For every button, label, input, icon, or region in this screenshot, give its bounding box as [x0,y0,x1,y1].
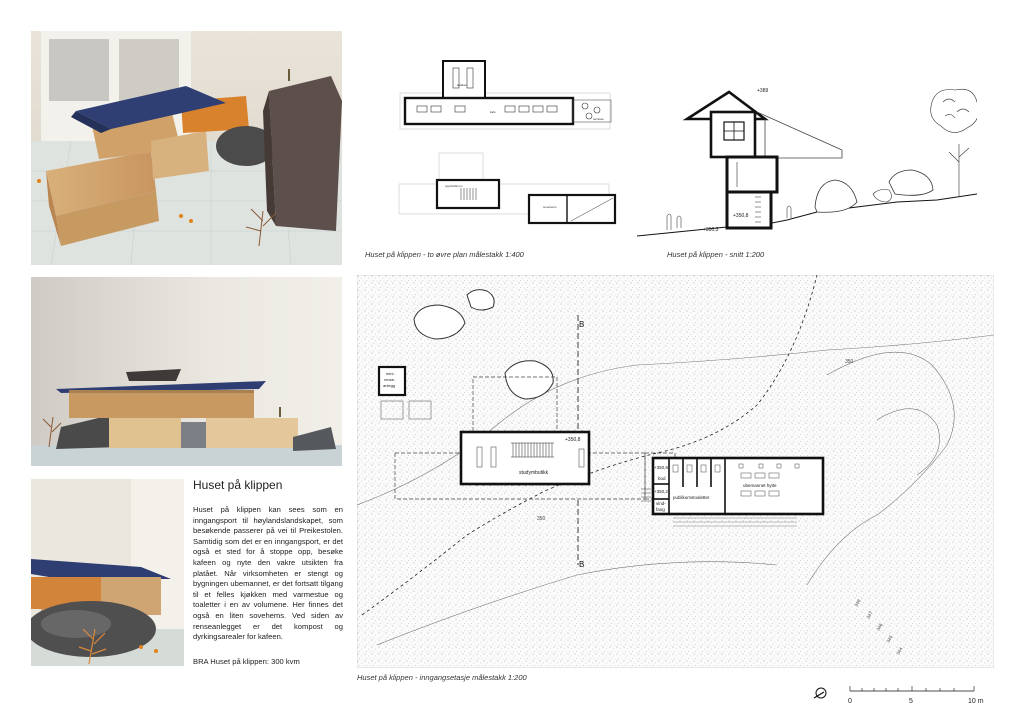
contour-num-2: 347 [865,610,874,620]
caption-section: Huset på klippen - snitt 1:200 [667,250,765,259]
label-terrace: terrasse [593,117,604,121]
label-studymbutikk: studymbutikk [519,470,549,476]
label-hut: ubemannet hytte [743,483,777,488]
level-base: +350,3 [703,227,719,233]
scale-bar [848,684,978,698]
contour-num-1: 348 [853,598,862,608]
model-photo-closeup [31,479,184,666]
contour-num-3: 346 [875,622,884,632]
caption-site-plan: Huset på klippen - inngangsetasje målestakk 1:200 [357,673,527,682]
label-mini-3: anlegg [383,383,396,388]
upper-plans-drawing [395,58,625,236]
level-main: +350,8 [565,437,581,443]
project-description: Huset på klippen kan sees som en inngangsport til høylandslandskapet, som besøkende passerer på vei til Preikestolen. Samtidig som det er en inngangsport, er det også et sted for å stoppe opp, besøke kafeen og nyte den vakre utsikten fra platået. Når virksomheten er stengt og bygningen ubemannet, er det fortsatt tilgang til et felles kjøkken med varmestue og toaletter i en av volumene. Her finnes det også en liten sovehems. Ved siden av renseanlegget er det kompost og dyrkingsarealer for kafeen. [193,505,343,642]
north-arrow-icon [811,683,831,703]
label-toilets: publikumstoaletter [673,495,710,500]
level-east: +350,8 [654,465,668,470]
level-top: +389 [757,88,769,94]
scale-tick-10: 10 m [968,698,984,705]
label-mini-2: rense- [384,377,396,382]
label-sleep: sovehems [543,205,557,209]
model-photo-elevation [31,277,342,466]
section-drawing [637,82,977,240]
contour-num-5: 344 [895,646,904,656]
contour-350-label-2: 350 [537,516,546,522]
level-east-lower: +350,2 [654,489,668,494]
label-cafe: kafe [490,110,496,114]
caption-upper-plans: Huset på klippen - to øvre plan målestakk 1:400 [365,250,524,259]
scale-tick-0: 0 [848,698,852,705]
label-vindfang-1: vind- [656,501,666,506]
level-ground: +350,8 [733,213,749,219]
contour-350-label: 350 [845,359,854,365]
label-vindfang-2: fang [656,507,665,512]
project-title: Huset på klippen [193,478,283,492]
label-kitchen: kjøkken [457,83,468,87]
section-marker-bottom: B [579,560,585,569]
scale-tick-5: 5 [909,698,913,705]
label-mini-1: mini- [386,371,395,376]
area-note: BRA Huset på klippen: 300 kvm [193,657,300,666]
contour-num-4: 345 [885,634,894,644]
label-lab: oppholdsrom [445,184,463,188]
section-marker-top: B [579,320,585,329]
site-plan-drawing [357,275,994,668]
model-photo-perspective [31,31,342,265]
label-bod: bod [658,476,666,481]
